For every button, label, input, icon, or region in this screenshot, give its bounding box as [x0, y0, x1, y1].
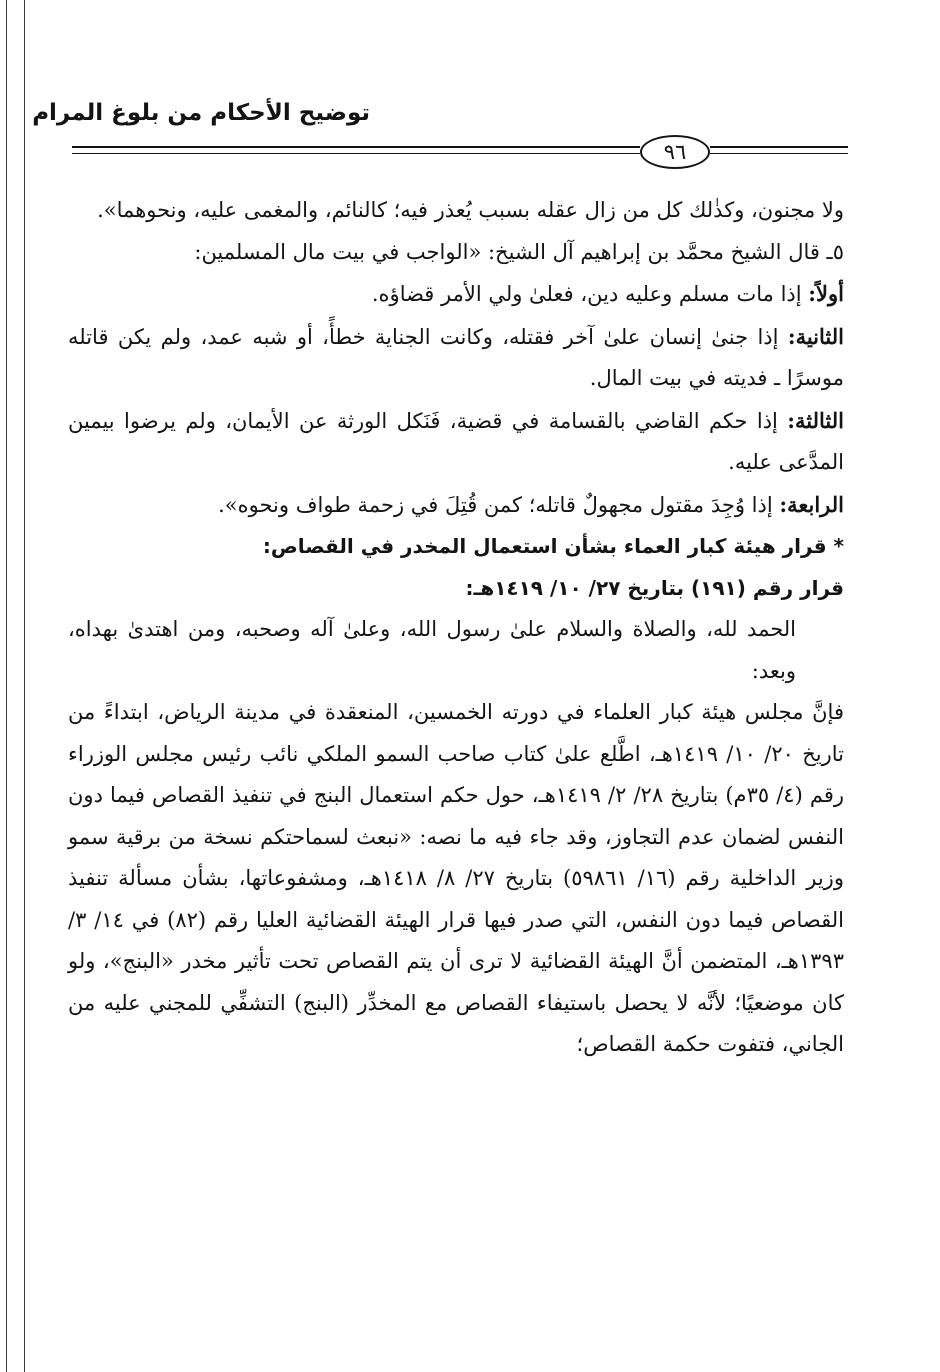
header-rule-left-bottom — [72, 153, 640, 154]
list-item-fourth-lead: الرابعة: — [779, 491, 844, 517]
list-item-third-lead: الثالثة: — [787, 407, 844, 433]
quote-intro: ٥ـ قال الشيخ محمَّد بن إبراهيم آل الشيخ: «الواجب في بيت مال المسلمين: — [194, 239, 844, 264]
page-number: ٩٦ — [640, 135, 710, 169]
header-rule-left-top — [72, 146, 640, 148]
list-item-second — [68, 316, 844, 400]
list-item-second-text: إذا جنىٰ إنسان علىٰ آخر فقتله، وكانت الجناية خطأً، أو شبه عمد، ولم يكن قاتله موسرًا ـ فديته في بيت المال. — [68, 324, 844, 390]
section-heading: * قرار هيئة كبار العماء بشأن استعمال المخدر في القصاص: — [262, 534, 844, 558]
header-rule-right-bottom — [710, 153, 848, 154]
running-header-title: توضيح الأحكام من بلوغ المرام — [32, 100, 370, 126]
list-item-fourth — [68, 484, 844, 527]
decision-number-line: قرار رقم (١٩١) بتاريخ ٢٧/ ١٠/ ١٤١٩هـ: — [465, 575, 844, 600]
binding-line-outer — [6, 0, 7, 1372]
list-item-first-text: إذا مات مسلم وعليه دين، فعلىٰ ولي الأمر قضاؤه. — [371, 282, 802, 306]
main-text — [68, 190, 844, 1066]
header-rule-right-top — [710, 146, 848, 148]
list-item-fourth-text: إذا وُجِدَ مقتول مجهولٌ قاتله؛ كمن قُتِلَ في زحمة طواف ونحوه». — [218, 492, 773, 517]
list-item-second-lead: الثانية: — [787, 323, 844, 349]
list-item-first — [68, 273, 844, 316]
list-item-third — [68, 400, 844, 484]
list-item-first-lead: أولاً: — [808, 281, 844, 306]
binding-line-inner — [24, 0, 25, 1372]
opening-praise: الحمد لله، والصلاة والسلام علىٰ رسول الله، وعلىٰ آله وصحبه، ومن اهتدىٰ بهداه، وبعد: — [68, 617, 796, 683]
decision-body: فإنَّ مجلس هيئة كبار العلماء في دورته الخمسين، المنعقدة في مدينة الرياض، ابتداءً من تاريخ ٢٠/ ١٠/ ١٤١٩هـ، اطَّلع علىٰ كتاب صاحب السمو الملكي نائب رئيس مجلس الوزراء رقم (٤/ ٣٥م) بتاريخ ٢٨/ ٢/ ١٤١٩هـ، حول حكم استعمال البنج في تنفيذ القصاص فيما دون النفس لضمان عدم التجاوز، وقد جاء فيه ما نصه: «نبعث لسماحتكم نسخة من برقية سمو وزير الداخلية رقم (١٦/ ٥٩٨٦١) بتاريخ ٢٧/ ٨/ ١٤١٨هـ، ومشفوعاتها، بشأن مسألة تنفيذ القصاص فيما دون النفس، التي صدر فيها قرار الهيئة القضائية العليا رقم (٨٢) في ١٤/ ٣/ ١٣٩٣هـ، المتضمن أنَّ الهيئة القضائية لا ترى أن يتم القصاص تحت تأثير مخدر «البنج»، ولو كان موضعيًا؛ لأنَّه لا يحصل باستيفاء القصاص مع المخدِّر (البنج) التشفِّي للمجني عليه من الجاني، فتفوت حكمة القصاص؛ — [68, 700, 844, 1056]
list-item-third-text: إذا حكم القاضي بالقسامة في قضية، فَنَكل الورثة عن الأيمان، ولم يرضوا بيمين المدَّعى عليه. — [68, 408, 844, 474]
paragraph-continuation: ولا مجنون، وكذٰلك كل من زال عقله بسبب يُعذر فيه؛ كالنائم، والمغمى عليه، ونحوهما». — [97, 198, 844, 222]
